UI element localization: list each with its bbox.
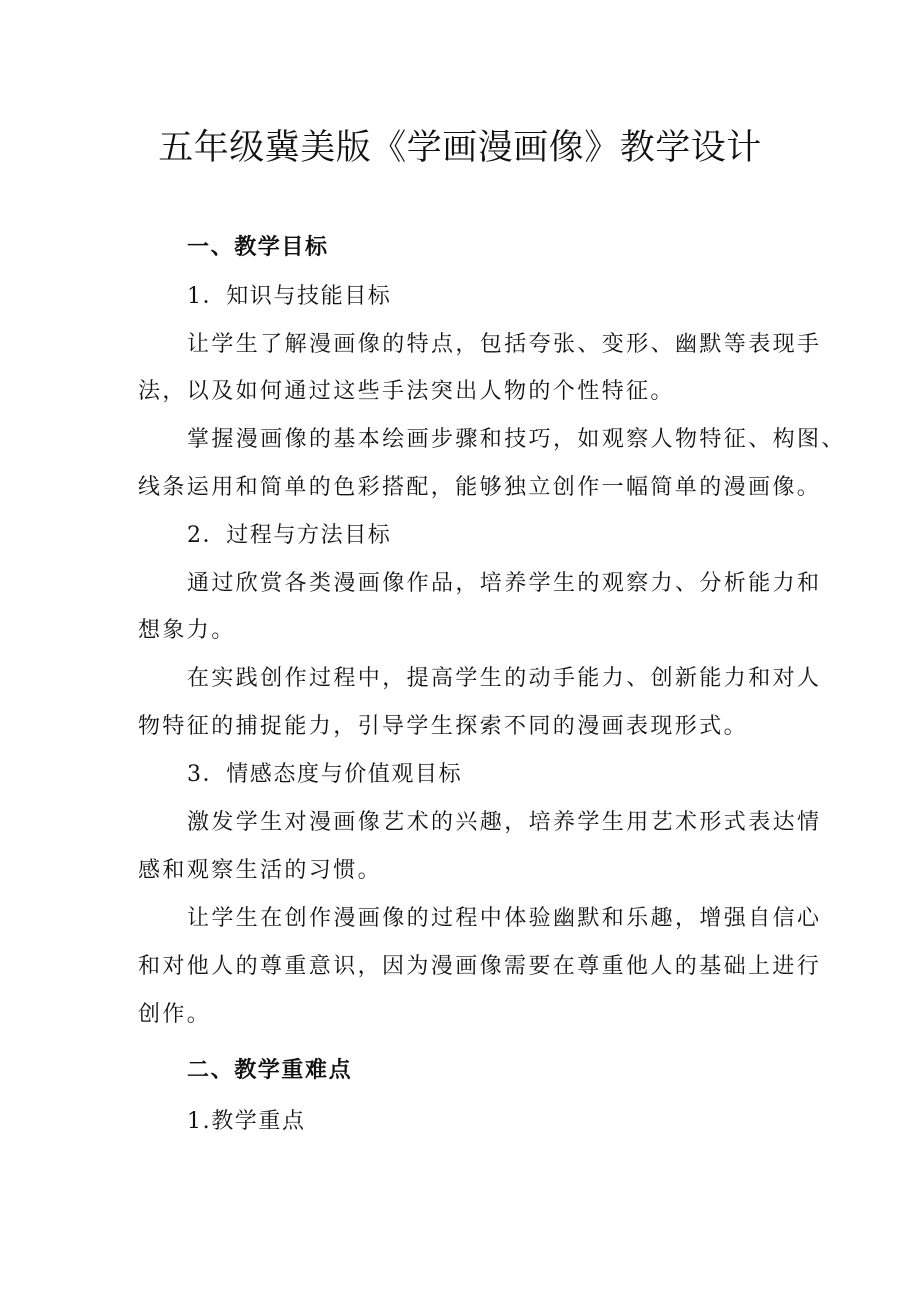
paragraph-line: 感和观察生活的习惯。 (138, 858, 383, 883)
paragraph-line: 创作。 (138, 1002, 212, 1027)
subheading-emotion-values: 3．情感态度与价值观目标 (187, 762, 463, 787)
paragraph-line: 线条运用和简单的色彩搭配，能够独立创作一幅简单的漫画像。 (138, 475, 822, 500)
paragraph-line: 掌握漫画像的基本绘画步骤和技巧，如观察人物特征、构图、 (187, 427, 846, 452)
section-heading-key-difficult-points: 二、教学重难点 (187, 1058, 353, 1083)
paragraph-line: 想象力。 (138, 618, 236, 643)
paragraph-line: 通过欣赏各类漫画像作品，培养学生的观察力、分析能力和 (187, 571, 822, 596)
paragraph-line: 让学生在创作漫画像的过程中体验幽默和乐趣，增强自信心 (187, 906, 822, 931)
paragraph-line: 物特征的捕捉能力，引导学生探索不同的漫画表现形式。 (138, 714, 749, 739)
subheading-knowledge-skills: 1．知识与技能目标 (187, 284, 392, 309)
paragraph-line: 在实践创作过程中，提高学生的动手能力、创新能力和对人 (187, 666, 822, 691)
subheading-process-methods: 2．过程与方法目标 (187, 523, 392, 548)
document-title: 五年级冀美版《学画漫画像》教学设计 (158, 128, 762, 168)
paragraph-line: 和对他人的尊重意识，因为漫画像需要在尊重他人的基础上进行 (138, 954, 822, 979)
paragraph-line: 法，以及如何通过这些手法突出人物的个性特征。 (138, 379, 675, 404)
paragraph-line: 让学生了解漫画像的特点，包括夸张、变形、幽默等表现手 (187, 332, 822, 357)
section-heading-objectives: 一、教学目标 (187, 235, 329, 260)
paragraph-line: 激发学生对漫画像艺术的兴趣，培养学生用艺术形式表达情 (187, 810, 822, 835)
subheading-teaching-focus: 1.教学重点 (187, 1109, 306, 1134)
